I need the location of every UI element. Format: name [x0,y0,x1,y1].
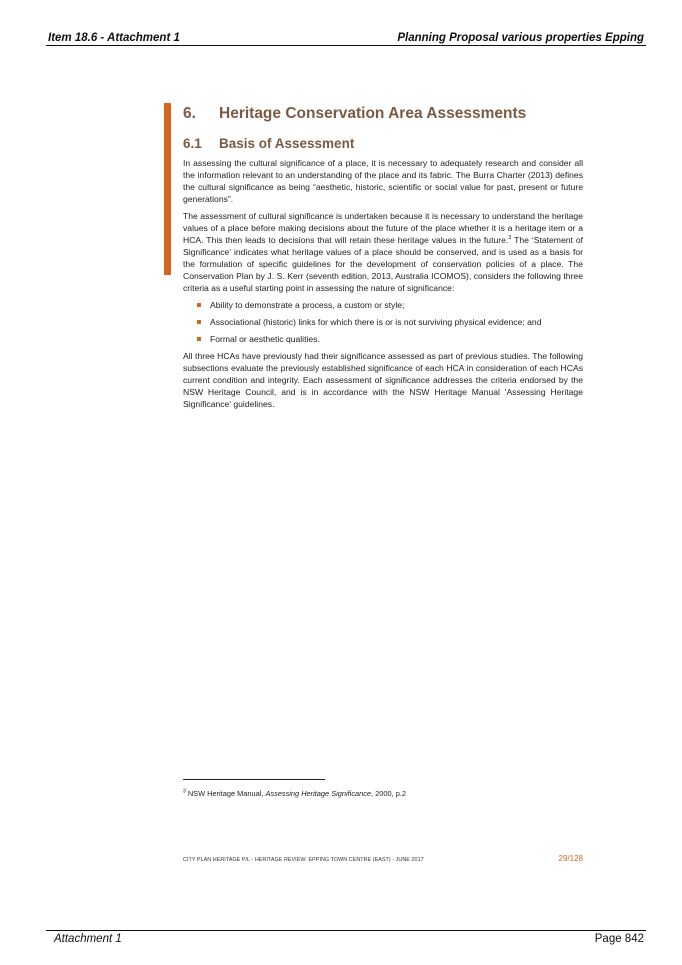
footnote-publication-title: Assessing Heritage Significance [265,789,372,798]
footnote [183,789,406,798]
criterion-text: Associational (historic) links for which there is or is not surviving physical evidence; and [210,317,542,327]
bullet-square-icon [197,303,201,307]
paragraph-3: All three HCAs have previously had their significance assessed as part of previous studies. The following subsections evaluate the previously established significance of each HCA in consideration of each HCAs current condition and integrity. Each assessment of significance addresses the criteria endorsed by the NSW Heritage Council, and is in accordance with the NSW Heritage Manual 'Assessing Heritage Significance' guidelines. [183,351,583,409]
document-page-number: 29/128 [558,854,583,863]
footer-attachment-label: Attachment 1 [54,933,122,945]
footer-page-number: Page 842 [594,933,644,945]
section-accent-bar [164,103,171,275]
list-item [183,316,583,328]
section-title: Heritage Conservation Area Assessments [219,105,527,122]
subsection-heading [183,135,583,152]
footnote-text-start: NSW Heritage Manual, [185,789,266,798]
criteria-list [183,299,583,345]
bullet-square-icon [197,337,201,341]
paragraph-2-end: The ‘Statement of Significance’ indicates what heritage values of a place should be conserved, and is used as a basis for the formulation of specific guidelines for the development of conservation policies of a place. The Conservation Plan by J. S. Kerr (seventh edition, 2013, Australia ICOMOS), considers the following three criteria as a useful starting point in assessing the nature of significance: [183,235,583,293]
header-document-title: Planning Proposal various properties Epping [397,32,644,44]
footnote-reference[interactable]: 3 [508,235,512,242]
page-header [46,31,646,46]
paragraph-1: In assessing the cultural significance of a place, it is necessary to adequately research and consider all the information relevant to an understanding of the place and its fabric. The Burra Charter (2013) defines the cultural significance as being “aesthetic, historic, scientific or social value for past, present or future generations”. [183,158,583,204]
page-footer [46,930,646,947]
bullet-square-icon [197,320,201,324]
section-heading [183,104,583,126]
page-content [183,104,583,415]
paragraph-2 [183,210,583,294]
criterion-text: Formal or aesthetic qualities. [210,334,320,344]
criterion-text: Ability to demonstrate a process, a custom or style; [210,300,405,310]
section-number: 6. [183,105,196,122]
footnote-text-end: , 2000, p.2 [371,789,406,798]
subsection-title: Basis of Assessment [219,136,355,151]
header-item-label: Item 18.6 - Attachment 1 [48,32,180,44]
list-item [183,299,583,311]
subsection-number: 6.1 [183,136,202,151]
document-footer: CITY PLAN HERITAGE P/L - HERITAGE REVIEW: EPPING TOWN CENTRE (EAST) - JUNE 2017 [183,857,424,863]
footnote-divider [183,779,325,780]
paragraph-2-start: The assessment of cultural significance is undertaken because it is necessary to understand the heritage values of a place before making decisions about the future of the place whether it is a heritage item or a HCA. This then leads to decisions that will retain these heritage values in the future. [183,211,583,245]
list-item [183,333,583,345]
footnote-number: 3 [183,788,186,795]
